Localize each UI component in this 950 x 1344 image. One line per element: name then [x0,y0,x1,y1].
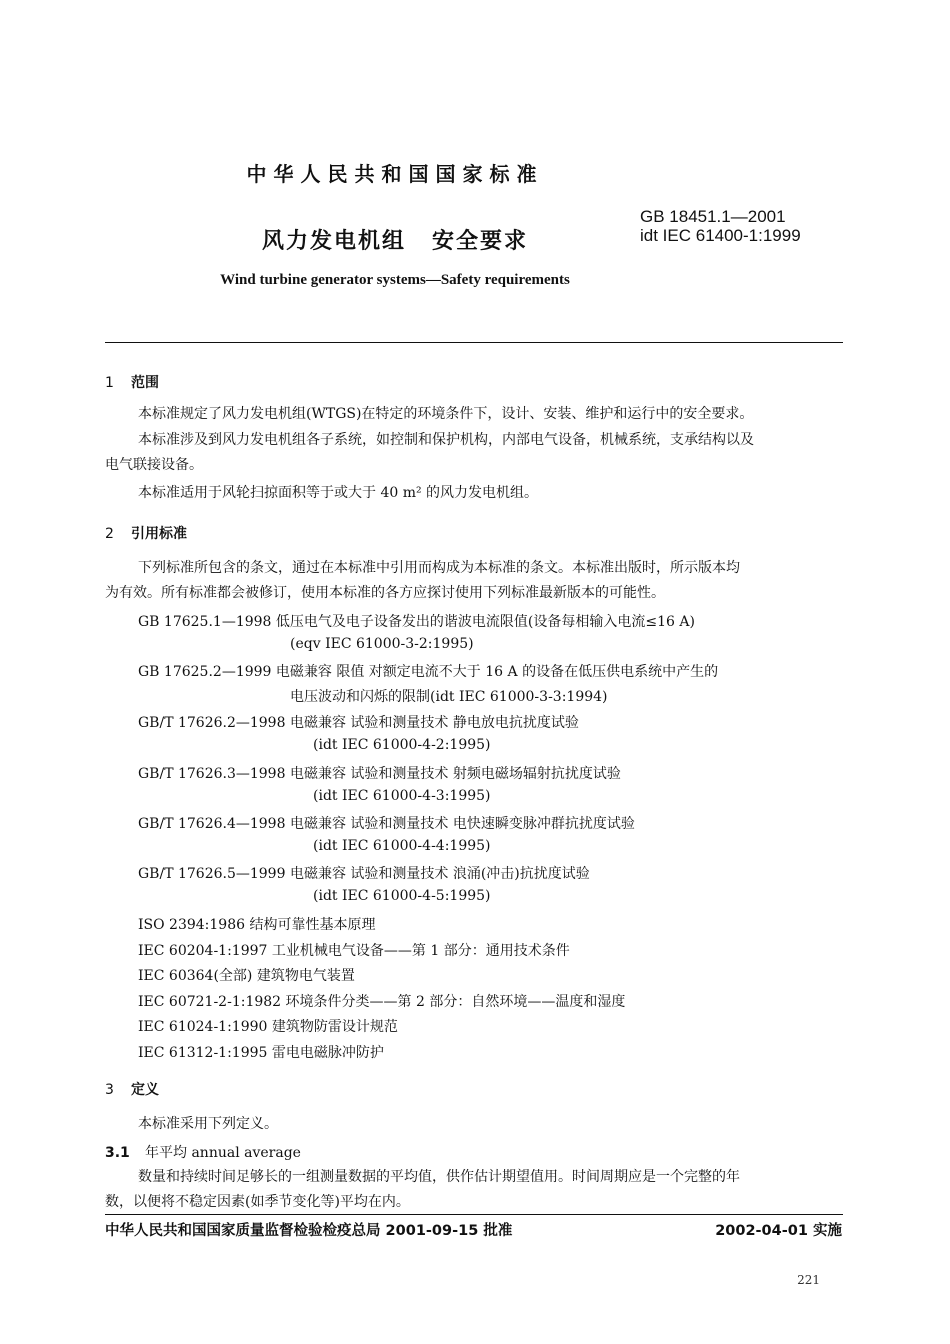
reference-7: ISO 2394:1986 结构可靠性基本原理 [138,917,376,933]
reference-6-line-1: GB/T 17626.5—1999 电磁兼容 试验和测量技术 浪涌(冲击)抗扰度试验 [138,866,590,882]
section-title: 定义 [131,1082,159,1098]
reference-3-line-2: (idt IEC 61000-4-2:1995) [313,737,491,753]
section-1-heading [105,372,159,392]
idt-number: idt IEC 61400-1:1999 [640,226,801,245]
title-part-1: 风力发电机组 [261,229,406,254]
section-number: 2 [105,526,114,542]
title-part-2: 安全要求 [432,229,529,254]
reference-9: IEC 60364(全部) 建筑物电气装置 [138,968,355,984]
section-number: 3 [105,1082,114,1098]
section-3-heading [105,1079,159,1099]
section-1-para-1: 本标准规定了风力发电机组(WTGS)在特定的环境条件下，设计、安装、维护和运行中的安全要求。 [138,406,754,422]
reference-2-line-1: GB 17625.2—1999 电磁兼容 限值 对额定电流不大于 16 A 的设备在低压供电系统中产生的 [138,664,719,680]
reference-5-line-1: GB/T 17626.4—1998 电磁兼容 试验和测量技术 电快速瞬变脉冲群抗扰度试验 [138,816,635,832]
definition-line-2: 数，以便将不稳定因素(如季节变化等)平均在内。 [105,1194,410,1210]
reference-3-line-1: GB/T 17626.2—1998 电磁兼容 试验和测量技术 静电放电抗扰度试验 [138,715,579,731]
section-2-intro-line-1: 下列标准所包含的条文，通过在本标准中引用而构成为本标准的条文。本标准出版时，所示版本均 [138,560,740,576]
standard-number: GB 18451.1—2001 [640,207,786,226]
subsection-number: 3.1 [105,1145,130,1161]
footer-divider [105,1214,843,1215]
section-title: 范围 [131,375,159,391]
section-2-intro-line-2: 为有效。所有标准都会被修订，使用本标准的各方应探讨使用下列标准最新版本的可能性。 [105,585,665,601]
section-2-heading [105,523,187,543]
section-number: 1 [105,375,114,391]
issued-date: 中华人民共和国国家质量监督检验检疫总局 2001-09-15 批准 [105,1223,513,1239]
document-title-en: Wind turbine generator systems—Safety requirements [220,272,570,288]
section-3-intro: 本标准采用下列定义。 [138,1116,278,1132]
section-1-para-2-line-1: 本标准涉及到风力发电机组各子系统，如控制和保护机构，内部电气设备，机械系统，支承结构以及 [138,432,754,448]
reference-4-line-2: (idt IEC 61000-4-3:1995) [313,788,491,804]
reference-11: IEC 61024-1:1990 建筑物防雷设计规范 [138,1019,398,1035]
reference-5-line-2: (idt IEC 61000-4-4:1995) [313,838,491,854]
national-standard-heading: 中华人民共和国国家标准 [246,162,544,186]
reference-1-line-2: (eqv IEC 61000-3-2:1995) [290,636,474,652]
reference-12: IEC 61312-1:1995 雷电电磁脉冲防护 [138,1045,384,1061]
section-1-para-2-line-2: 电气联接设备。 [105,457,203,473]
subsection-3-1 [105,1142,301,1162]
reference-2-line-2: 电压波动和闪烁的限制(idt IEC 61000-3-3:1994) [290,689,608,705]
reference-6-line-2: (idt IEC 61000-4-5:1995) [313,888,491,904]
section-title: 引用标准 [131,526,187,542]
definition-line-1: 数量和持续时间足够长的一组测量数据的平均值，供作估计期望值用。时间周期应是一个完整的年 [138,1169,740,1185]
header-divider [105,342,843,343]
reference-4-line-1: GB/T 17626.3—1998 电磁兼容 试验和测量技术 射频电磁场辐射抗扰度试验 [138,766,621,782]
standard-number-block [640,207,801,245]
section-1-para-3: 本标准适用于风轮扫掠面积等于或大于 40 m² 的风力发电机组。 [138,485,539,501]
reference-8: IEC 60204-1:1997 工业机械电气设备——第 1 部分：通用技术条件 [138,943,570,959]
subsection-term: 年平均 annual average [145,1145,301,1161]
reference-1-line-1: GB 17625.1—1998 低压电气及电子设备发出的谐波电流限值(设备每相输入电流≤16 A) [138,614,695,630]
page-number: 221 [797,1273,820,1287]
reference-10: IEC 60721-2-1:1982 环境条件分类——第 2 部分：自然环境——温度和湿度 [138,994,626,1010]
effective-date: 2002-04-01 实施 [715,1223,842,1239]
